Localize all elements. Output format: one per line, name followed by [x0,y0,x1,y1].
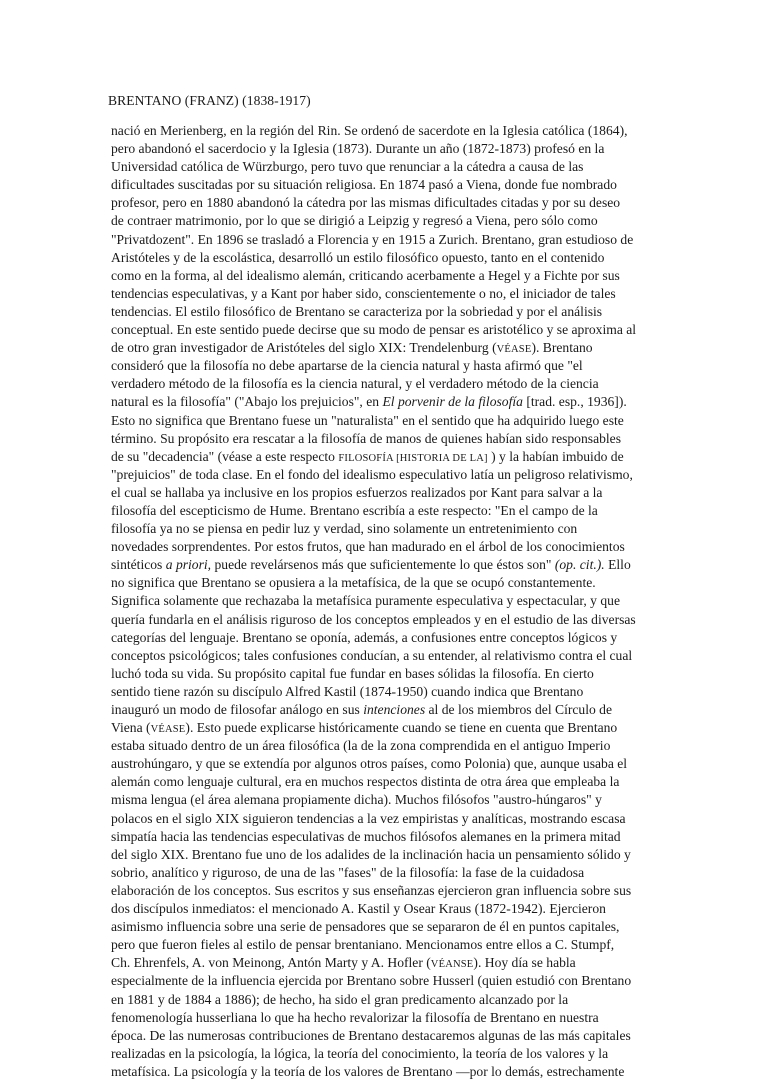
text-segment: tendencias especulativas, y a Kant por haber sido, conscientemente o no, el iniciador de tales [111,285,616,301]
text-line [111,430,671,448]
text-segment: filosofía ya no se piensa en pedir luz y verdad, sino solamente un entretenimiento con [111,521,578,537]
text-segment: consideró que la filosofía no debe apartarse de la ciencia natural y hasta afirmó que "el [111,358,583,374]
text-segment: Viena ( [111,720,151,736]
text-segment: simpatía hacia las tendencias especulativas de muchos filósofos alemanes en la primera mitad [111,828,621,844]
text-segment: profesor, pero en 1880 abandonó la cátedra por las mismas dificultades citadas y por su deseo [111,195,621,211]
text-line [111,303,671,321]
text-line [111,1045,671,1063]
text-line [111,755,671,773]
text-line [111,828,671,846]
text-line [111,339,671,357]
text-segment: dificultades suscitadas por su situación religiosa. En 1874 pasó a Viena, donde fue nombrado [111,177,617,193]
text-line [111,375,671,393]
text-segment: natural es la filosofía" ("Abajo los prejuicios", en [111,394,383,410]
text-line [111,466,671,484]
text-line [111,773,671,791]
text-line [111,502,671,520]
cross-reference: VÉASE [150,724,186,736]
text-line [111,556,671,574]
text-line [111,900,671,918]
text-segment: asimismo influencia sobre una serie de pensadores que se separaron de él en puntos capitales, [111,919,620,935]
text-segment: dos discípulos inmediatos: el mencionado A. Kastil y Osear Kraus (1872-1942). Ejercieron [111,901,606,917]
text-line [111,611,671,629]
text-segment: término. Su propósito era rescatar a la filosofía de manos de quienes habían sido responsables [111,430,621,446]
text-line [111,737,671,755]
text-line [111,882,671,900]
page-title: BRENTANO (FRANZ) (1838-1917) [108,93,311,108]
text-segment: [trad. esp., 1936]). [522,394,627,410]
text-line [111,719,671,737]
text-segment: "prejuicios" de toda clase. En el fondo del idealismo especulativo latía un peligroso relativismo, [111,466,633,482]
text-segment: ). Brentano [531,340,593,356]
text-segment: misma lengua (el área alemana propiamente dicha). Muchos filósofos "austro-húngaros" y [111,792,602,808]
text-segment: metafísica. La psicología y la teoría de los valores de Brentano —por lo demás, estrechamente [111,1063,625,1079]
text-line [111,448,671,466]
text-segment: época. De las numerosas contribuciones de Brentano destacaremos algunas de las más capitales [111,1027,631,1043]
text-segment: Aristóteles y de la escolástica, desarrolló un estilo filosófico opuesto, tanto en el contenido [111,249,605,265]
text-line [111,158,671,176]
text-line [111,683,671,701]
text-segment: del siglo XIX. Brentano fue uno de los adalides de la inclinación hacia un pensamiento sólido y [111,846,631,862]
text-segment: alemán como lenguaje cultural, era en muchos respectos distinta de otra área que empleaba la [111,774,620,790]
text-segment: no significa que Brentano se opusiera a la metafísica, de la que se ocupó constantemente. [111,575,596,591]
text-line [111,538,671,556]
text-segment: ). Hoy día se habla [473,955,576,971]
text-segment: especialmente de la influencia ejercida por Brentano sobre Husserl (quien estudió con Brentano [111,973,632,989]
text-segment: al de los miembros del Círculo de [425,702,612,717]
text-segment: de su "decadencia" (véase a este respecto [111,448,339,464]
text-line [111,918,671,936]
text-segment: conceptos psicológicos; tales confusiones conducían, a su entender, al relativismo contra el cual [111,647,633,663]
text-line [111,592,671,610]
text-segment: conceptual. En este sentido puede decirse que su modo de pensar es aristotélico y se aproxima al [111,322,637,338]
text-segment: Ch. Ehrenfels, A. von Meinong, Antón Marty y A. Hofler ( [111,955,431,971]
text-line [111,122,671,140]
italic-text: El porvenir de la filosofía [382,394,523,410]
text-line [111,212,671,230]
text-line [111,1063,671,1081]
text-segment: estaba situado dentro de un área filosófica (la de la zona comprendida en el antiguo Imperio [111,738,611,754]
text-line [111,864,671,882]
text-segment: filosofía del escepticismo de Hume. Brentano escribía a este respecto: "En el campo de la [111,502,598,518]
text-segment: ) y la habían imbuido de [487,448,624,464]
text-line [111,267,671,285]
text-segment: verdadero método de la filosofía es la ciencia natural, y el verdadero método de la ciencia [111,376,599,392]
text-segment: Ello [604,557,631,573]
text-segment: luchó toda su vida. Su propósito capital fue fundar en bases sólidas la filosofía. En cierto [111,665,594,681]
text-line [111,936,671,954]
text-line [111,791,671,809]
text-segment: el cual se hallaba ya inclusive en los propios esfuerzos realizados por Kant para salvar a la [111,484,603,500]
text-segment: polacos en el siglo XIX siguieron tendencias a la vez empiristas y analíticas, mostrando escasa [111,810,626,826]
text-line [111,991,671,1009]
cross-reference: VÉANSE [430,959,474,971]
text-line [111,574,671,592]
text-segment: sintéticos [111,557,166,573]
text-line [111,140,671,158]
text-line [111,357,671,375]
text-segment: pero que fueron fieles al estilo de pensar brentaniano. Mencionamos entre ellos a C. Stumpf, [111,937,615,953]
text-segment: como en la forma, al del idealismo alemán, criticando acerbamente a Hegel y a Fichte por sus [111,267,620,283]
text-line [111,194,671,212]
cross-reference: FILOSOFÍA [HISTORIA DE LA] [338,452,488,464]
italic-text: intenciones [363,702,426,717]
text-segment: novedades sorprendentes. Por estos frutos, que han madurado en el árbol de los conocimientos [111,539,625,555]
text-segment: sentido tiene razón su discípulo Alfred Kastil (1874-1950) cuando indica que Brentano [111,683,584,699]
text-segment: de otro gran investigador de Aristóteles del siglo XIX: Trendelenburg ( [111,340,497,356]
text-segment: Esto no significa que Brentano fuese un "naturalista" en el sentido que ha adquirido luego este [111,412,624,428]
italic-text: (op. cit.). [554,557,605,573]
text-segment: pero abandonó el sacerdocio y la Iglesia (1873). Durante un año (1872-1873) profesó en la [111,141,605,157]
text-line [111,954,671,972]
article-body [111,122,671,1081]
text-segment: austrohúngaro, y que se extendía por algunos otros países, como Polonia) que, aunque usaba el [111,756,628,772]
text-segment: "Privatdozent". En 1896 se trasladó a Florencia y en 1915 a Zurich. Brentano, gran estudioso de [111,231,634,247]
text-line [111,231,671,249]
text-segment: Significa solamente que rechazaba la metafísica puramente especulativa y espectacular, y que [111,593,620,609]
text-segment: Universidad católica de Würzburgo, pero tuvo que renunciar a la cátedra a causa de las [111,159,584,175]
text-line [111,285,671,303]
text-segment: quería fundarla en el análisis riguroso de los conceptos empleados y en el estudio de las diversas [111,611,636,627]
text-segment: categorías del lenguaje. Brentano se oponía, además, a confusiones entre conceptos lógicos y [111,629,618,645]
text-line [111,846,671,864]
text-line [111,701,671,719]
text-line [111,629,671,647]
text-line [111,647,671,665]
text-segment: de contraer matrimonio, por lo que se dirigió a Leipzig y regresó a Viena, pero sólo como [111,213,598,229]
text-segment: inauguró un modo de filosofar análogo en sus [111,702,364,717]
text-segment: sobrio, analítico y riguroso, de una de las "fases" de la filosofía: la fase de la cuidadosa [111,864,585,880]
text-line [111,665,671,683]
text-segment: elaboración de los conceptos. Sus escritos y sus enseñanzas ejercieron gran influencia sobre sus [111,882,632,898]
text-line [111,972,671,990]
text-segment: nació en Merienberg, en la región del Rin. Se ordenó de sacerdote en la Iglesia católica (1864), [111,123,628,138]
text-line [111,1027,671,1045]
text-segment: puede revelársenos más que suficientemente lo que éstos son" [211,557,555,573]
italic-text: a priori, [165,557,212,573]
text-line [111,249,671,267]
text-segment: fenomenología husserliana lo que ha hecho revalorizar la filosofía de Brentano en nuestra [111,1009,599,1025]
text-segment: ). Esto puede explicarse históricamente cuando se tiene en cuenta que Brentano [185,720,618,736]
cross-reference: VÉASE [496,344,532,356]
text-line [111,520,671,538]
text-segment: realizadas en la psicología, la lógica, la teoría del conocimiento, la teoría de los valores y la [111,1045,609,1061]
text-line [111,412,671,430]
text-line [111,176,671,194]
text-segment: tendencias. El estilo filosófico de Brentano se caracteriza por la sobriedad y por el análisis [111,303,603,319]
text-line [111,484,671,502]
text-segment: en 1881 y de 1884 a 1886); de hecho, ha sido el gran predicamento alcanzado por la [111,991,569,1007]
text-line [111,810,671,828]
text-line [111,393,671,411]
text-line [111,321,671,339]
